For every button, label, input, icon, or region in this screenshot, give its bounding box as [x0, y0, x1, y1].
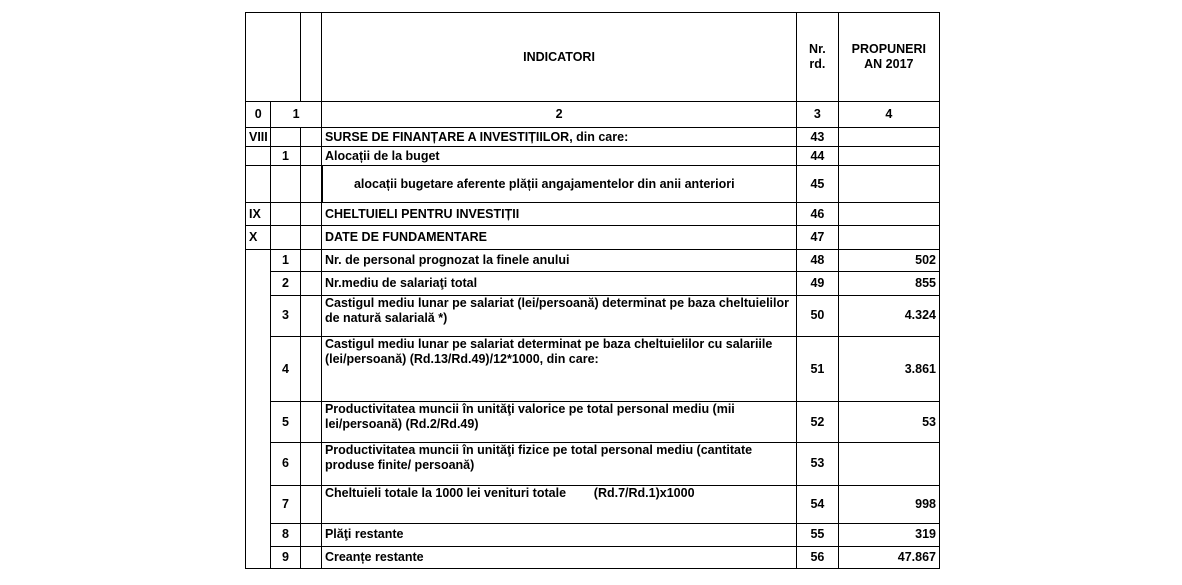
row-index: 8: [271, 524, 300, 546]
row-blank: [300, 127, 321, 146]
row-blank: [300, 524, 321, 546]
row-index: [271, 127, 300, 146]
row-text: Plăţi restante: [321, 524, 796, 546]
table-row: [246, 127, 940, 146]
row-value: [838, 127, 939, 146]
row-value: [838, 226, 939, 249]
row-nr: 55: [797, 524, 839, 546]
row-value: 998: [838, 485, 939, 524]
row-index: 2: [271, 272, 300, 295]
row-text: Castigul mediu lunar pe salariat determinat pe baza cheltuielilor cu salariile (lei/persoană) (Rd.13/Rd.49)/12*1000, din care:: [321, 337, 796, 402]
header-propuneri: PROPUNERI AN 2017: [838, 13, 939, 102]
row-section: IX: [246, 203, 271, 226]
row-index: [271, 166, 300, 203]
table-row: [246, 524, 940, 546]
row-nr: 46: [797, 203, 839, 226]
table-row: [246, 249, 940, 271]
row-text: Cheltuieli totale la 1000 lei venituri totale (Rd.7/Rd.1)x1000: [321, 485, 796, 524]
row-blank: [300, 166, 321, 203]
table-row: [246, 166, 940, 203]
row-index: 6: [271, 442, 300, 485]
row-text: Alocații de la buget: [321, 147, 796, 166]
row-text: Creanțe restante: [321, 546, 796, 568]
row-blank: [300, 249, 321, 271]
row-text: CHELTUIELI PENTRU INVESTIȚII: [321, 203, 796, 226]
row-index: 7: [271, 485, 300, 524]
row-text: Productivitatea muncii în unităţi valorice pe total personal mediu (mii lei/persoană) (Rd.2/Rd.49): [321, 402, 796, 443]
row-nr: 48: [797, 249, 839, 271]
row-blank: [300, 402, 321, 443]
row-blank: [300, 226, 321, 249]
col-number: 1: [271, 102, 322, 127]
header-blank-2: [300, 13, 321, 102]
col-number: 2: [321, 102, 796, 127]
row-blank: [300, 295, 321, 337]
row-index: [271, 226, 300, 249]
row-section: VIII: [246, 127, 271, 146]
row-value: 4.324: [838, 295, 939, 337]
row-value: 502: [838, 249, 939, 271]
header-row: [246, 13, 940, 102]
row-nr: 53: [797, 442, 839, 485]
row-section-blank: [246, 249, 271, 568]
row-blank: [300, 546, 321, 568]
row-blank: [300, 442, 321, 485]
table-row: [246, 147, 940, 166]
table-row: [246, 337, 940, 402]
row-nr: 54: [797, 485, 839, 524]
table-row: [246, 203, 940, 226]
row-value: 47.867: [838, 546, 939, 568]
row-text: alocații bugetare aferente plății angajamentelor din anii anteriori: [321, 166, 796, 203]
row-section: X: [246, 226, 271, 249]
row-index: [271, 203, 300, 226]
row-section: [246, 166, 271, 203]
row-text: DATE DE FUNDAMENTARE: [321, 226, 796, 249]
row-blank: [300, 485, 321, 524]
column-number-row: [246, 102, 940, 127]
row-value: 3.861: [838, 337, 939, 402]
table-row: [246, 485, 940, 524]
table-row: [246, 295, 940, 337]
row-value: 855: [838, 272, 939, 295]
header-blank: [246, 13, 301, 102]
row-index: 9: [271, 546, 300, 568]
row-nr: 49: [797, 272, 839, 295]
row-text: Productivitatea muncii în unităţi fizice pe total personal mediu (cantitate produse finite/ persoană): [321, 442, 796, 485]
row-value: 319: [838, 524, 939, 546]
row-text: Nr.mediu de salariaţi total: [321, 272, 796, 295]
row-blank: [300, 147, 321, 166]
row-index: 4: [271, 337, 300, 402]
table-row: [246, 546, 940, 568]
row-nr: 50: [797, 295, 839, 337]
row-index: 1: [271, 147, 300, 166]
col-number: 3: [797, 102, 839, 127]
table-row: [246, 226, 940, 249]
row-blank: [300, 272, 321, 295]
table-row: [246, 442, 940, 485]
row-value: 53: [838, 402, 939, 443]
row-blank: [300, 337, 321, 402]
row-value: [838, 147, 939, 166]
row-index: 1: [271, 249, 300, 271]
header-nr-rd: Nr. rd.: [797, 13, 839, 102]
indicators-table: [245, 12, 940, 569]
col-number: 0: [246, 102, 271, 127]
row-value: [838, 166, 939, 203]
col-number: 4: [838, 102, 939, 127]
row-text: Nr. de personal prognozat la finele anului: [321, 249, 796, 271]
row-value: [838, 442, 939, 485]
table-row: [246, 272, 940, 295]
row-text: Castigul mediu lunar pe salariat (lei/persoană) determinat pe baza cheltuielilor de natură salarială *): [321, 295, 796, 337]
row-index: 5: [271, 402, 300, 443]
table-row: [246, 402, 940, 443]
row-index: 3: [271, 295, 300, 337]
row-nr: 51: [797, 337, 839, 402]
row-nr: 44: [797, 147, 839, 166]
row-nr: 47: [797, 226, 839, 249]
row-nr: 43: [797, 127, 839, 146]
row-value: [838, 203, 939, 226]
row-nr: 52: [797, 402, 839, 443]
row-nr: 45: [797, 166, 839, 203]
header-indicatori: INDICATORI: [321, 13, 796, 102]
row-blank: [300, 203, 321, 226]
row-text: SURSE DE FINANȚARE A INVESTIȚIILOR, din care:: [321, 127, 796, 146]
row-nr: 56: [797, 546, 839, 568]
row-section: [246, 147, 271, 166]
